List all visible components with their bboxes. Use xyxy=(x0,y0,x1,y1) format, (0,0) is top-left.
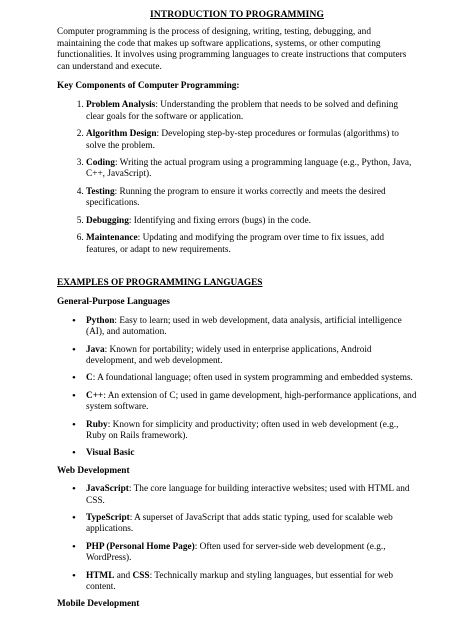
mobile-development-heading: Mobile Development xyxy=(57,599,140,610)
list-item xyxy=(86,345,417,368)
list-item xyxy=(86,316,417,339)
item-term: Testing xyxy=(86,186,115,197)
item-text: : Known for portability; widely used in enterprise applications, Android development, and web development. xyxy=(86,344,372,366)
item-text: : Updating and modifying the program over time to fix issues, add features, or adapt to new requirements. xyxy=(86,233,384,255)
item-term: PHP (Personal Home Page) xyxy=(86,541,195,552)
item-text: : A superset of JavaScript that adds static typing, used for scalable web applications. xyxy=(86,513,393,535)
item-term: C xyxy=(86,373,93,384)
components-list xyxy=(57,100,417,255)
list-item xyxy=(86,391,417,414)
item-text: : Running the program to ensure it works correctly and meets the desired specifications. xyxy=(86,186,386,209)
examples-heading: EXAMPLES OF PROGRAMMING LANGUAGES xyxy=(57,277,263,288)
intro-paragraph: Computer programming is the process of designing, writing, testing, debugging, and maintaining the code that makes up software applications, systems, or other computing functionalities. It involves using programming languages to create instructions that computers can understand and execute. xyxy=(57,27,407,72)
item-term: Coding xyxy=(86,158,115,169)
item-text: : Understanding the problem that needs to be solved and defining clear goals for the software or application. xyxy=(86,100,399,122)
list-item xyxy=(86,158,417,181)
list-item xyxy=(86,513,417,536)
list-item xyxy=(86,100,417,123)
item-term: TypeScript xyxy=(86,513,130,523)
web-development-heading: Web Development xyxy=(57,465,130,476)
item-text: : An extension of C; used in game development, high-performance applications, and system software. xyxy=(86,390,417,413)
item-term: Algorithm Design xyxy=(86,129,157,140)
item-term: Ruby xyxy=(86,419,108,430)
item-text: : Easy to learn; used in web development, data analysis, artificial intelligence (AI), and automation. xyxy=(86,315,402,338)
item-term: JavaScript xyxy=(86,484,129,495)
item-text: : A foundational language; often used in system programming and embedded systems. xyxy=(92,373,413,384)
item-text: : The core language for building interactive websites; used with HTML and CSS. xyxy=(86,484,410,506)
document-title: INTRODUCTION TO PROGRAMMING xyxy=(150,10,324,20)
components-heading: Key Components of Computer Programming: xyxy=(57,81,240,92)
list-item xyxy=(86,484,417,507)
item-term: C++ xyxy=(86,390,104,401)
item-text: : Often used for server-side web development (e.g., WordPress). xyxy=(86,541,386,564)
item-text: : Known for simplicity and productivity; often used in web development (e.g., Ruby on Rails framework). xyxy=(86,419,399,441)
item-term: Python xyxy=(86,315,115,326)
item-text: : Identifying and fixing errors (bugs) in the code. xyxy=(128,215,311,226)
item-term: CSS xyxy=(132,570,150,581)
list-item xyxy=(86,233,417,256)
list-item xyxy=(86,448,417,459)
item-term: Debugging xyxy=(86,215,129,226)
item-text: : Developing step-by-step procedures or formulas (algorithms) to solve the problem. xyxy=(86,129,399,151)
item-term: Maintenance xyxy=(86,233,138,244)
web-development-list xyxy=(57,484,417,593)
list-item xyxy=(86,216,417,227)
item-term: Visual Basic xyxy=(86,448,135,459)
list-item xyxy=(86,129,417,152)
item-text: : Writing the actual program using a programming language (e.g., Python, Java, C++, JavaScript). xyxy=(86,158,412,180)
list-item xyxy=(86,420,417,443)
list-item xyxy=(86,373,417,384)
list-item xyxy=(86,571,417,594)
item-text: : Technically markup and styling languages, but essential for web content. xyxy=(86,570,393,593)
item-term: Problem Analysis xyxy=(86,100,156,111)
item-term: HTML xyxy=(86,570,115,581)
list-item xyxy=(86,187,417,210)
item-term: Java xyxy=(86,344,105,355)
general-purpose-list xyxy=(57,316,417,460)
general-purpose-heading: General-Purpose Languages xyxy=(57,297,170,308)
list-item xyxy=(86,542,417,565)
item-text: and xyxy=(114,570,133,581)
